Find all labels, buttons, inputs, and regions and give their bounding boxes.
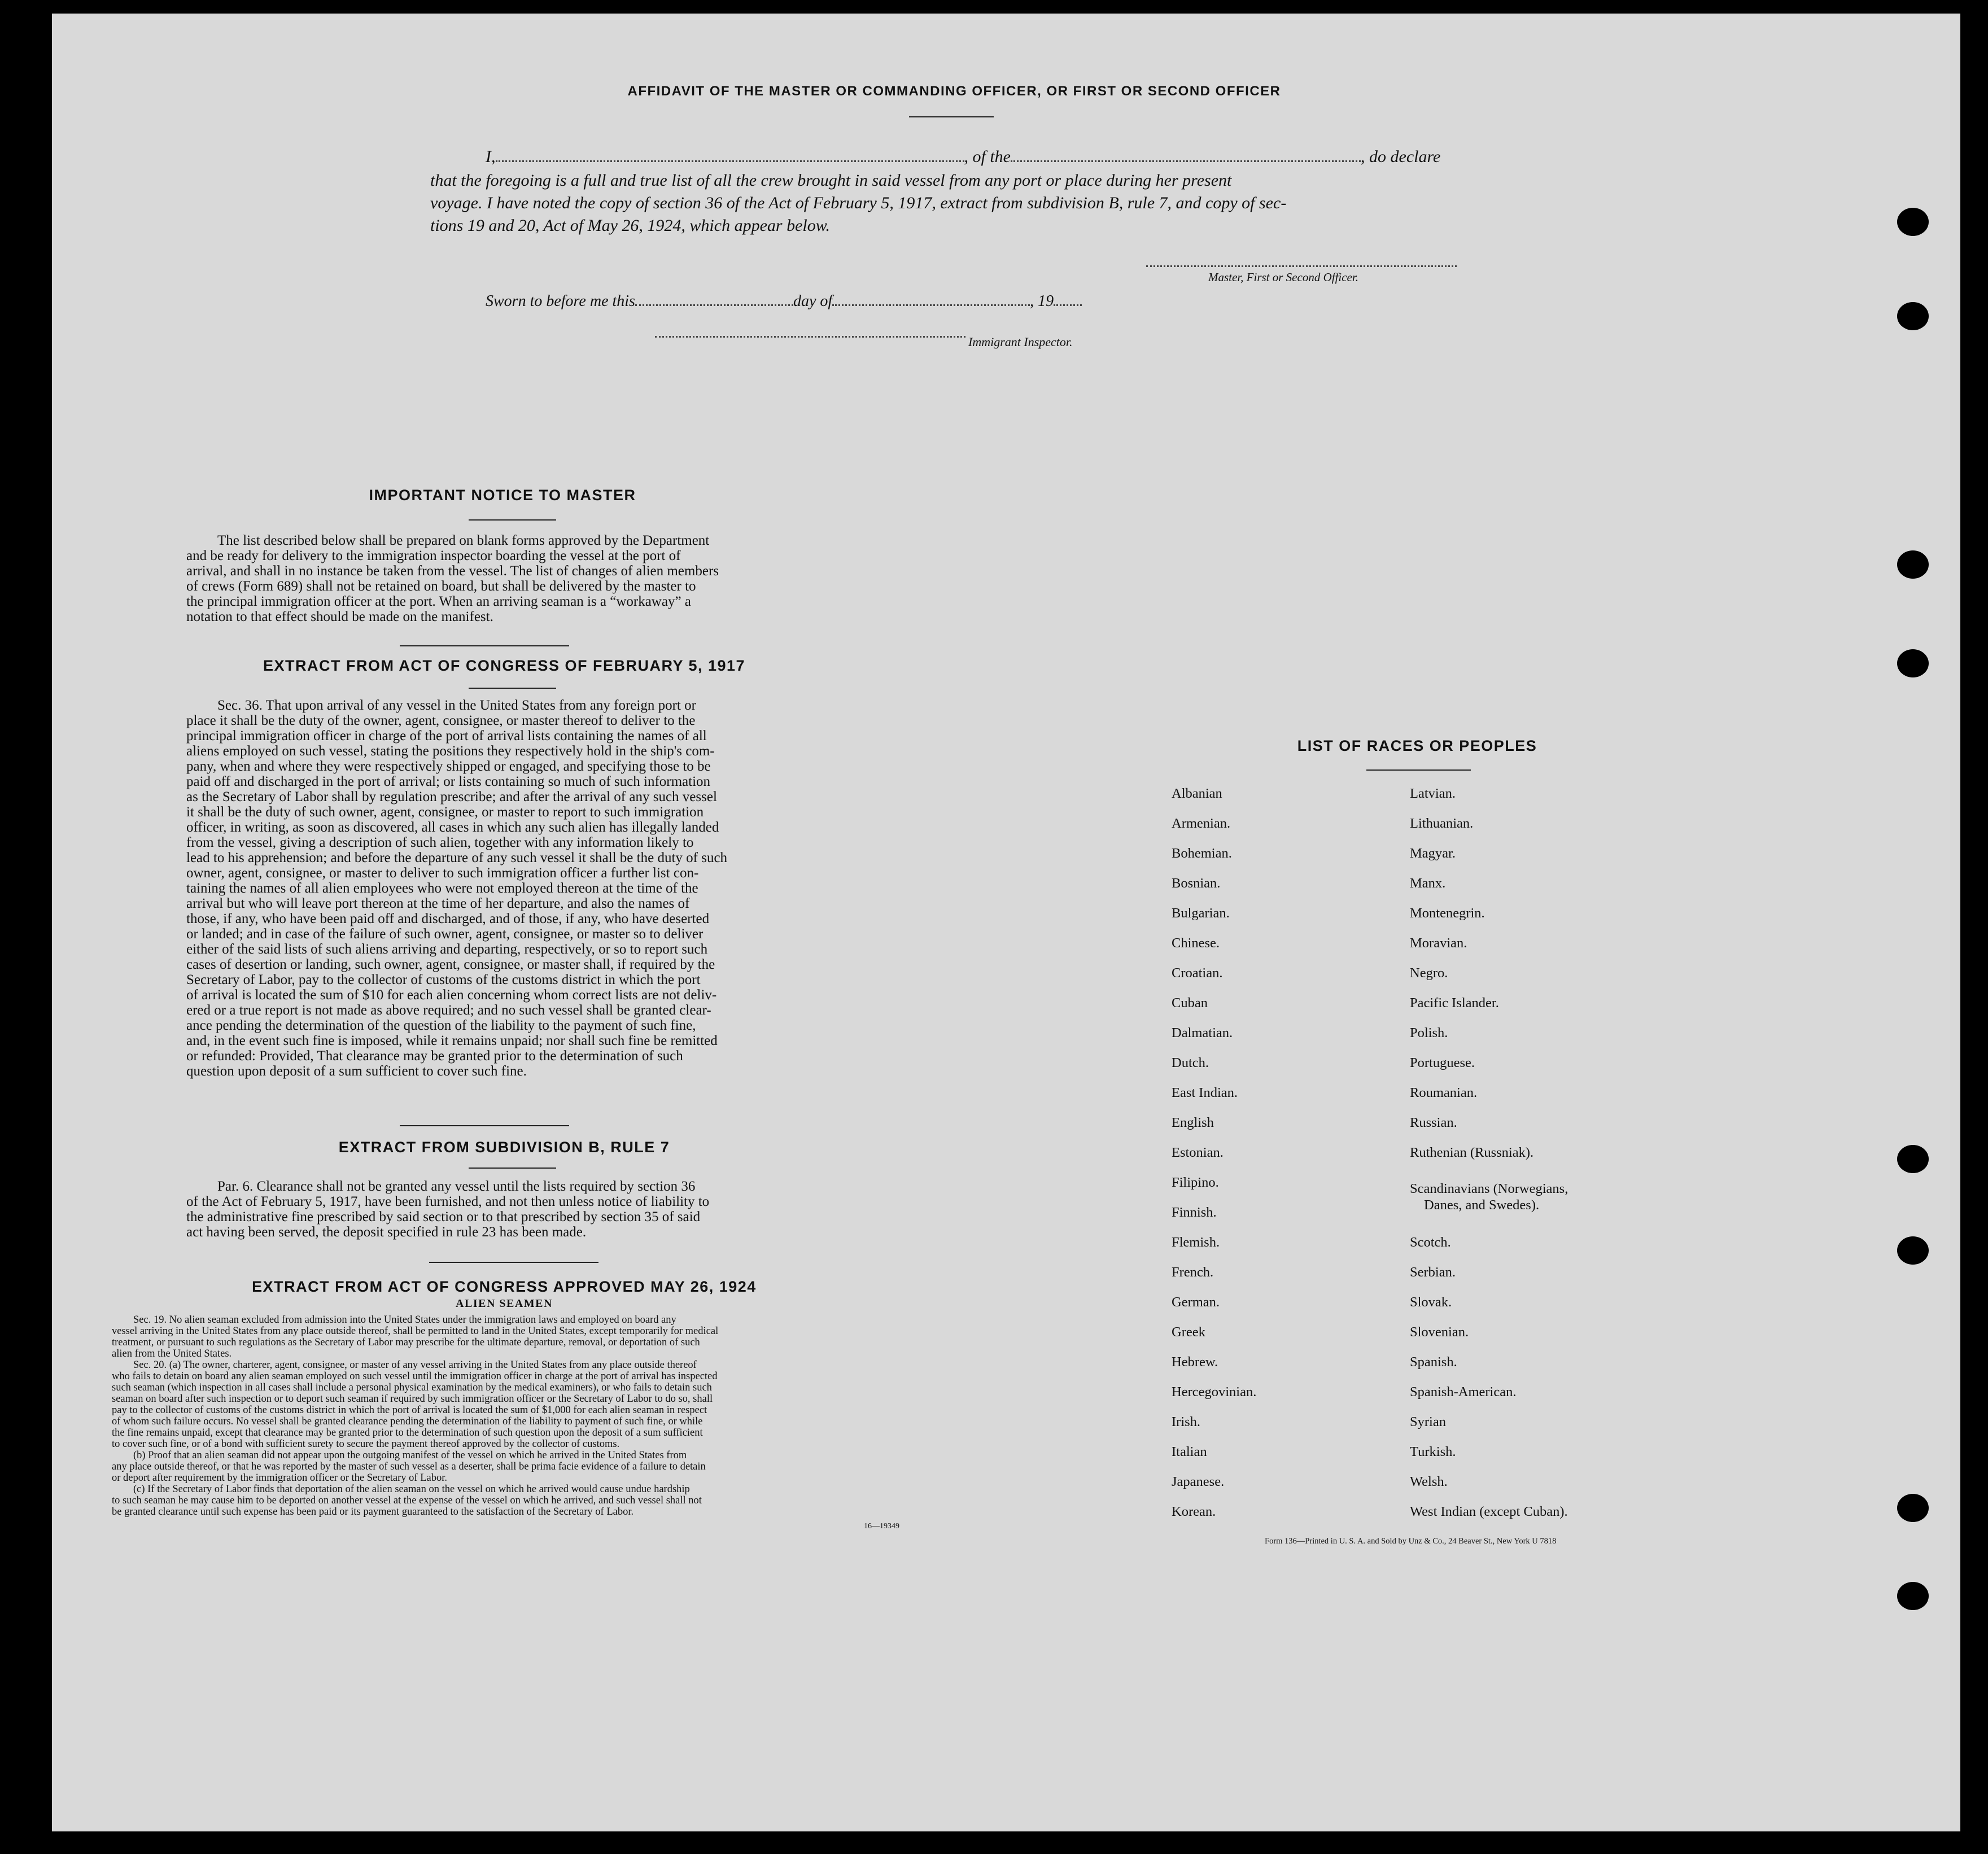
notice-line: and be ready for delivery to the immigration inspector boarding the vessel at the port of <box>186 548 681 563</box>
race-item: Welsh. <box>1410 1474 1448 1489</box>
act-1924-line: to such seaman he may cause him to be deported on another vessel at the expense of the vessel on which he arrived, and such vessel shall not <box>112 1495 702 1506</box>
race-item: Hercegovinian. <box>1172 1384 1257 1400</box>
punch-hole <box>1897 550 1929 579</box>
master-signature-line[interactable] <box>1146 265 1457 267</box>
race-item: Dutch. <box>1172 1055 1209 1070</box>
race-item: East Indian. <box>1172 1085 1238 1100</box>
act-1924-line: Sec. 19. No alien seaman excluded from admission into the United States under the immigration laws and employed on board any <box>133 1314 676 1326</box>
act-1924-line: such seaman (which inspection in all cases shall include a personal physical examination by the medical examiners), or who fails to detain such <box>112 1382 712 1393</box>
act-1924-subtitle: ALIEN SEAMEN <box>456 1297 553 1310</box>
race-item: Armenian. <box>1172 816 1231 831</box>
punch-hole <box>1897 649 1929 677</box>
race-item: Polish. <box>1410 1025 1448 1040</box>
act-1924-line: alien from the United States. <box>112 1348 232 1359</box>
act-1924-line: pay to the collector of customs of the customs district in which the port of arrival is located the sum of $1,000 for each alien seaman in respect <box>112 1405 707 1416</box>
master-label: Master, First or Second Officer. <box>1208 270 1358 284</box>
race-item: Chinese. <box>1172 935 1220 951</box>
act-1924-line: the fine remains unpaid, except that clearance may be granted prior to the determination of such question upon the deposit of a sum sufficient <box>112 1427 703 1438</box>
of-the-label: , of the <box>964 147 1011 166</box>
affidavit-line-2: that the foregoing is a full and true list of all the crew brought in said vessel from any port or place during her present <box>430 171 1232 190</box>
declare-label: , do declare <box>1361 147 1441 166</box>
i-label: I, <box>486 147 496 166</box>
race-item: Japanese. <box>1172 1474 1225 1489</box>
inspector-label: Immigrant Inspector. <box>968 335 1073 349</box>
race-item: Danes, and Swedes). <box>1424 1197 1540 1213</box>
notice-line: arrival, and shall in no instance be taken from the vessel. The list of changes of alien members <box>186 563 719 579</box>
affidavit-title: AFFIDAVIT OF THE MASTER OR COMMANDING OFFICER, OR FIRST OR SECOND OFFICER <box>627 84 1281 99</box>
punch-hole <box>1897 302 1929 330</box>
race-item: German. <box>1172 1295 1220 1310</box>
race-item: Turkish. <box>1410 1444 1456 1459</box>
notice-line: of crews (Form 689) shall not be retained on board, but shall be delivered by the master to <box>186 579 696 594</box>
rule-7-title: EXTRACT FROM SUBDIVISION B, RULE 7 <box>338 1139 670 1156</box>
divider <box>909 116 994 117</box>
divider <box>400 1125 569 1126</box>
act-1917-line: of arrival is located the sum of $10 for each alien concerning whom correct lists are not deliv- <box>186 987 717 1003</box>
notice-title: IMPORTANT NOTICE TO MASTER <box>369 487 636 504</box>
act-1924-line: of whom such failure occurs. No vessel shall be granted clearance pending the determination of the liability to payment of such fine, or while <box>112 1416 703 1427</box>
notice-line: The list described below shall be prepared on blank forms approved by the Department <box>217 533 710 548</box>
act-1924-title: EXTRACT FROM ACT OF CONGRESS APPROVED MAY 26, 1924 <box>252 1278 757 1295</box>
sworn-day-field[interactable] <box>635 291 793 306</box>
race-item: Croatian. <box>1172 965 1223 981</box>
race-item: Italian <box>1172 1444 1207 1459</box>
race-item: English <box>1172 1115 1214 1130</box>
act-1917-line: ance pending the determination of the question of the liability to the payment of such fine, <box>186 1018 696 1033</box>
act-1917-line: or landed; and in case of the failure of such owner, agent, consignee, or master so to deliver <box>186 926 704 942</box>
race-item: Scandinavians (Norwegians, <box>1410 1181 1568 1196</box>
act-1917-line: Secretary of Labor, pay to the collector of customs of the customs district in which the port <box>186 972 701 987</box>
act-1917-line: officer, in writing, as soon as discovered, all cases in which any such alien has illegally landed <box>186 820 719 835</box>
race-item: Ruthenian (Russniak). <box>1410 1145 1534 1160</box>
act-1917-line: either of the said lists of such aliens arriving and departing, respectively, or so to report such <box>186 942 708 957</box>
race-item: Bulgarian. <box>1172 906 1230 921</box>
punch-hole <box>1897 1236 1929 1265</box>
act-1917-line: lead to his apprehension; and before the departure of any such vessel it shall be the duty of such <box>186 850 728 865</box>
year-label: , 19 <box>1030 292 1054 310</box>
divider <box>469 1168 556 1169</box>
act-1924-line: or deport after requirement by the immigration officer or the Secretary of Labor. <box>112 1472 447 1484</box>
notice-line: notation to that effect should be made on the manifest. <box>186 609 493 624</box>
punch-hole <box>1897 1494 1929 1522</box>
race-item: Greek <box>1172 1324 1205 1340</box>
act-1917-text <box>186 698 822 1079</box>
act-1924-line: seaman on board after such inspection or to deport such seaman if required by such immigration officer or the Secretary of Labor to do so, shall <box>112 1393 713 1405</box>
races-title: LIST OF RACES OR PEOPLES <box>1297 737 1537 754</box>
affidavit-line-3: voyage. I have noted the copy of section 36 of the Act of February 5, 1917, extract from subdivision B, rule 7, and copy of sec- <box>430 194 1287 212</box>
act-1924-text <box>112 1314 912 1518</box>
race-item: French. <box>1172 1265 1214 1280</box>
vessel-field[interactable] <box>1011 147 1361 162</box>
punch-hole <box>1897 1582 1929 1610</box>
act-1924-line: vessel arriving in the United States from any place outside thereof, shall be permitted to land in the United States, except temporarily for medical <box>112 1326 719 1337</box>
act-1917-line: arrival but who will leave port thereon at the time of her departure, and also the names of <box>186 896 690 911</box>
race-item: Filipino. <box>1172 1175 1219 1190</box>
act-1924-line: to cover such fine, or of a bond with sufficient surety to secure the payment thereof approved by the collector of customs. <box>112 1438 620 1450</box>
affidavit-declaration <box>430 146 1492 168</box>
sworn-month-field[interactable] <box>832 291 1030 306</box>
divider <box>469 519 556 521</box>
act-1924-line: (b) Proof that an alien seaman did not appear upon the outgoing manifest of the vessel on which he arrived in the United States from <box>133 1450 687 1461</box>
race-item: Bosnian. <box>1172 876 1221 891</box>
act-1924-line: be granted clearance until such expense has been paid or its payment guaranteed to the satisfaction of the Secretary of Labor. <box>112 1506 634 1518</box>
race-item: Spanish-American. <box>1410 1384 1517 1400</box>
race-item: Montenegrin. <box>1410 906 1485 921</box>
divider <box>469 688 556 689</box>
race-item: Portuguese. <box>1410 1055 1475 1070</box>
act-1917-line: pany, when and where they were respectively shipped or engaged, and specifying those to be <box>186 759 711 774</box>
act-1917-line: place it shall be the duty of the owner, agent, consignee, or master thereof to deliver to the <box>186 713 696 728</box>
race-item: Estonian. <box>1172 1145 1224 1160</box>
race-item: West Indian (except Cuban). <box>1410 1504 1568 1519</box>
race-item: Roumanian. <box>1410 1085 1478 1100</box>
act-1917-line: ered or a true report is not made as above required; and no such vessel shall be granted clear- <box>186 1003 711 1018</box>
race-item: Spanish. <box>1410 1354 1457 1370</box>
notice-line: the principal immigration officer at the port. When an arriving seaman is a “workaway” a <box>186 594 691 609</box>
act-1917-line: aliens employed on such vessel, stating the positions they respectively hold in the ship's com- <box>186 744 715 759</box>
act-1917-line: taining the names of all alien employees who were not employed thereon at the time of the <box>186 881 698 896</box>
race-item: Syrian <box>1410 1414 1446 1429</box>
race-item: Magyar. <box>1410 846 1456 861</box>
race-item: Pacific Islander. <box>1410 995 1499 1011</box>
divider <box>1366 769 1471 771</box>
act-1917-line: question upon deposit of a sum sufficient to cover such fine. <box>186 1064 527 1079</box>
printer-imprint: Form 136—Printed in U. S. A. and Sold by Unz & Co., 24 Beaver St., New York U 7818 <box>1265 1537 1557 1546</box>
race-item: Slovak. <box>1410 1295 1452 1310</box>
race-item: Serbian. <box>1410 1265 1456 1280</box>
act-1924-line: any place outside thereof, or that he was reported by the master of such vessel as a deserter, shall be prima facie evidence of a failure to detain <box>112 1461 706 1472</box>
race-item: Finnish. <box>1172 1205 1217 1220</box>
race-item: Cuban <box>1172 995 1208 1011</box>
race-item: Flemish. <box>1172 1235 1220 1250</box>
race-item: Russian. <box>1410 1115 1457 1130</box>
act-1917-line: as the Secretary of Labor shall by regulation prescribe; and after the arrival of any such vessel <box>186 789 717 804</box>
race-item: Latvian. <box>1410 786 1456 801</box>
race-item: Bohemian. <box>1172 846 1232 861</box>
race-item: Lithuanian. <box>1410 816 1474 831</box>
day-of-label: day of <box>793 292 833 310</box>
act-1924-line: Sec. 20. (a) The owner, charterer, agent, consignee, or master of any vessel arriving in the United States from any place outside thereof <box>133 1359 697 1371</box>
act-1917-line: it shall be the duty of such owner, agent, consignee, or master to report to such immigration <box>186 804 704 820</box>
act-1917-line: and, in the event such fine is imposed, while it remains unpaid; nor shall such fine be remitted <box>186 1033 718 1048</box>
affidavit-line-4: tions 19 and 20, Act of May 26, 1924, which appear below. <box>430 216 831 235</box>
race-item: Slovenian. <box>1410 1324 1469 1340</box>
act-1917-title: EXTRACT FROM ACT OF CONGRESS OF FEBRUARY 5, 1917 <box>263 657 746 674</box>
form-code: 16—19349 <box>864 1522 899 1531</box>
sworn-line <box>486 290 1082 313</box>
divider <box>429 1262 598 1263</box>
act-1917-line: owner, agent, consignee, or master to deliver to such immigration officer a further list con- <box>186 865 699 881</box>
divider <box>400 645 569 646</box>
rule-7-line: Par. 6. Clearance shall not be granted any vessel until the lists required by section 36 <box>217 1179 696 1194</box>
act-1917-line: from the vessel, giving a description of such alien, together with any information likely to <box>186 835 694 850</box>
race-item: Albanian <box>1172 786 1222 801</box>
race-item: Irish. <box>1172 1414 1201 1429</box>
act-1917-line: Sec. 36. That upon arrival of any vessel in the United States from any foreign port or <box>217 698 696 713</box>
notice-text <box>186 533 822 624</box>
act-1917-line: principal immigration officer in charge of the port of arrival lists containing the names of all <box>186 728 707 744</box>
race-item: Korean. <box>1172 1504 1216 1519</box>
punch-hole <box>1897 1145 1929 1173</box>
rule-7-line: of the Act of February 5, 1917, have been furnished, and not then unless notice of liability to <box>186 1194 710 1209</box>
sworn-label: Sworn to before me this <box>486 292 635 310</box>
race-item: Moravian. <box>1410 935 1467 951</box>
inspector-signature-line[interactable] <box>655 336 965 338</box>
race-item: Negro. <box>1410 965 1448 981</box>
race-item: Hebrew. <box>1172 1354 1218 1370</box>
rule-7-line: the administrative fine prescribed by said section or to that prescribed by section 35 of said <box>186 1209 701 1225</box>
act-1917-line: cases of desertion or landing, such owner, agent, consignee, or master shall, if required by the <box>186 957 715 972</box>
race-item: Dalmatian. <box>1172 1025 1233 1040</box>
act-1917-line: those, if any, who have been paid off and discharged, and of those, if any, who have deserted <box>186 911 710 926</box>
punch-hole <box>1897 208 1929 236</box>
act-1924-line: who fails to detain on board any alien seaman employed on such vessel until the immigration officer in charge at the port of arrival has inspected <box>112 1371 718 1382</box>
race-item: Manx. <box>1410 876 1446 891</box>
name-field[interactable] <box>496 147 964 162</box>
rule-7-line: act having been served, the deposit specified in rule 23 has been made. <box>186 1225 587 1240</box>
act-1917-line: or refunded: Provided, That clearance may be granted prior to the determination of such <box>186 1048 683 1064</box>
act-1917-line: paid off and discharged in the port of arrival; or lists containing so much of such information <box>186 774 711 789</box>
act-1924-line: (c) If the Secretary of Labor finds that deportation of the alien seaman on the vessel on which he arrived would cause undue hardship <box>133 1484 690 1495</box>
sworn-year-field[interactable] <box>1054 291 1082 306</box>
race-item: Scotch. <box>1410 1235 1451 1250</box>
rule-7-text <box>186 1179 822 1240</box>
act-1924-line: treatment, or pursuant to such regulations as the Secretary of Labor may prescribe for the ultimate departure, removal, or deportation of such <box>112 1337 700 1348</box>
